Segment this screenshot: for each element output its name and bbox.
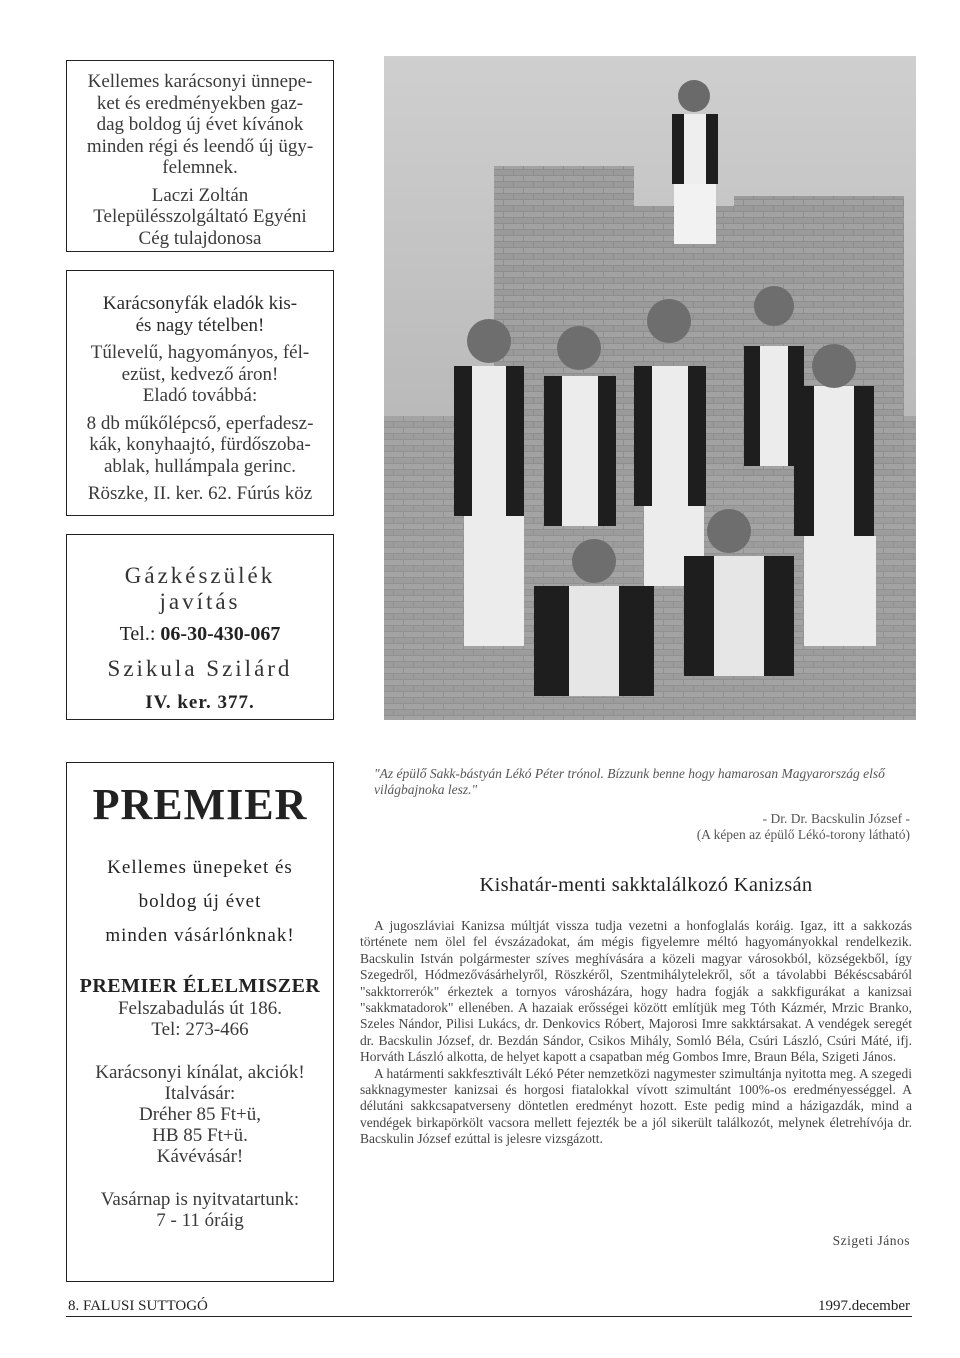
premier-greeting-line: Kellemes ünepeket és [107,857,293,878]
footer-date: 1997.december [817,1298,910,1314]
premier-offer-line: Karácsonyi kínálat, akciók! [95,1062,305,1083]
premier-offer-line: Dréher 85 Ft+ü, [138,1104,262,1125]
trees-more-label: Eladó továbbá: [142,385,258,406]
premier-phone: Tel: 273-466 [151,1019,249,1040]
trees-item: 8 db műkőlépcső, eperfadesz- [86,412,314,434]
footer-divider [66,1316,912,1317]
premier-greeting-line: boldog új évet [138,891,262,912]
premier-offer-line: HB 85 Ft+ü. [152,1125,248,1146]
greeting-company: Településszolgáltató Egyéni [93,206,307,227]
trees-item: kák, konyhaajtó, fürdőszoba- [89,434,311,455]
footer-page-title: 8. FALUSI SUTTOGÓ [68,1298,208,1314]
article-author: Szigeti János [832,1233,910,1248]
trees-price: Tűlevelű, hagyományos, fél- [90,342,310,363]
greeting-company: Cég tulajdonosa [138,227,262,249]
premier-shop: PREMIER ÉLELMISZER [79,975,321,997]
trees-price: ezüst, kedvező áron! [121,363,279,385]
gas-name: Szikula Szilárd [107,656,293,681]
group-photo [384,56,916,720]
premier-offer-line: Italvásár: [164,1083,236,1104]
premier-opening-line: 7 - 11 óráig [156,1210,244,1231]
gas-phone-number: 06-30-430-067 [160,623,281,645]
premier-offer-line: Kávévásár! [156,1146,244,1167]
premier-offers [67,1062,333,1167]
trees-headline: Karácsonyfák eladók kis- [102,293,298,314]
photo-credit [374,811,910,843]
greeting-line: felemnek. [162,157,238,178]
article-headline: Kishatár-menti sakktalálkozó Kanizsán [479,874,813,896]
photo-caption: "Az épülő Sakk-bástyán Lékó Péter trónol. Bízzunk benne hogy hamarosan Magyarország első világbajnoka lesz." [374,766,885,797]
trees-address: Röszke, II. ker. 62. Fúrús köz [87,483,313,504]
premier-address: Felszabadulás út 186. [117,998,283,1019]
gas-title: javítás [159,589,241,614]
article-paragraph: A határmenti sakkfesztivált Lékó Péter nemzetközi nagymester szimultánja nyitotta meg. A szegedi sakknagymester kanizsai és horgosi fiatalokkal vívott szimultánt 100%-os eredményességgel. A délutáni sakkcsapatverseny döntetlen eredményt hozott. Este pedig mind a házigazdák, mind a vendégek birkapörkölt vacsora mellett fejezték be a jól sikerült találkozót, melynek életrehívója dr. Bacskulin József ezúttal is jelesre vizsgázott. [360,1065,912,1147]
gas-title: Gázkészülék [124,563,276,588]
trees-headline: és nagy tételben! [135,314,265,336]
gas-address: IV. ker. 377. [145,692,255,713]
gas-repair-ad [66,534,334,720]
gas-phone-label: Tel.: [119,623,156,645]
trees-item: ablak, hullámpala gerinc. [103,455,297,477]
credit-note: (A képen az épülő Lékó-torony látható) [696,827,910,842]
premier-greeting [67,851,333,953]
credit-name: - Dr. Dr. Bacskulin József - [762,811,910,826]
premier-opening-line: Vasárnap is nyitvatartunk: [100,1189,300,1210]
premier-brand: PREMIER [92,780,308,829]
premier-opening [67,1189,333,1231]
greeting-line: Kellemes karácsonyi ünnepe- [87,71,313,92]
greeting-line: ket és eredményekben gaz- [96,92,304,114]
greeting-ad [66,60,334,252]
premier-greeting-line: minden vásárlónknak! [105,925,295,946]
christmas-trees-ad [66,270,334,516]
greeting-line: minden régi és leendő új ügy- [86,135,314,157]
greeting-name: Laczi Zoltán [151,184,249,206]
premier-ad [66,762,334,1282]
article-paragraph: A jugoszláviai Kanizsa múltját vissza tudja vezetni a honfoglalás koráig. Igaz, itt a sakkozás története nem ölel fel évszázadokat, ám mégis figyelemre méltó hagyományokkal rendelkezik. Bacskulin István polgármester szíves meghívására a közeli magyar városokból, községekből, így Szegedről, Hódmezővásárhelyről, Röszkéről, Szentmihálytelekről, sőt a távolabbi Békéscsabáról "sakktorrerók" érkeztek a tornyos városházára, hogy hadra fogják a sakkfigurákat a kanizsai "sakkmatadorok" ellenében. A hazaiak erősségei között említjük meg Tóth Kázmér, Mrzic Branko, Szeles Nándor, Pilisi Lukács, dr. Denkovics Róbert, Majorosi Imre sakktársakat. A vendégek seregét dr. Bacskulin József, dr. Bezdán Sándor, Csikos Mihály, Somló Béla, Csúri László, Csúri Máté, ifj. Horváth László alkotta, de helyet kapott a csapatban még Gombos Imre, Braun Béla, Szigeti János. [360,918,912,1065]
gas-phone [67,623,333,646]
greeting-line: dag boldog új évet kívánok [96,114,304,135]
article-body [360,918,912,1148]
